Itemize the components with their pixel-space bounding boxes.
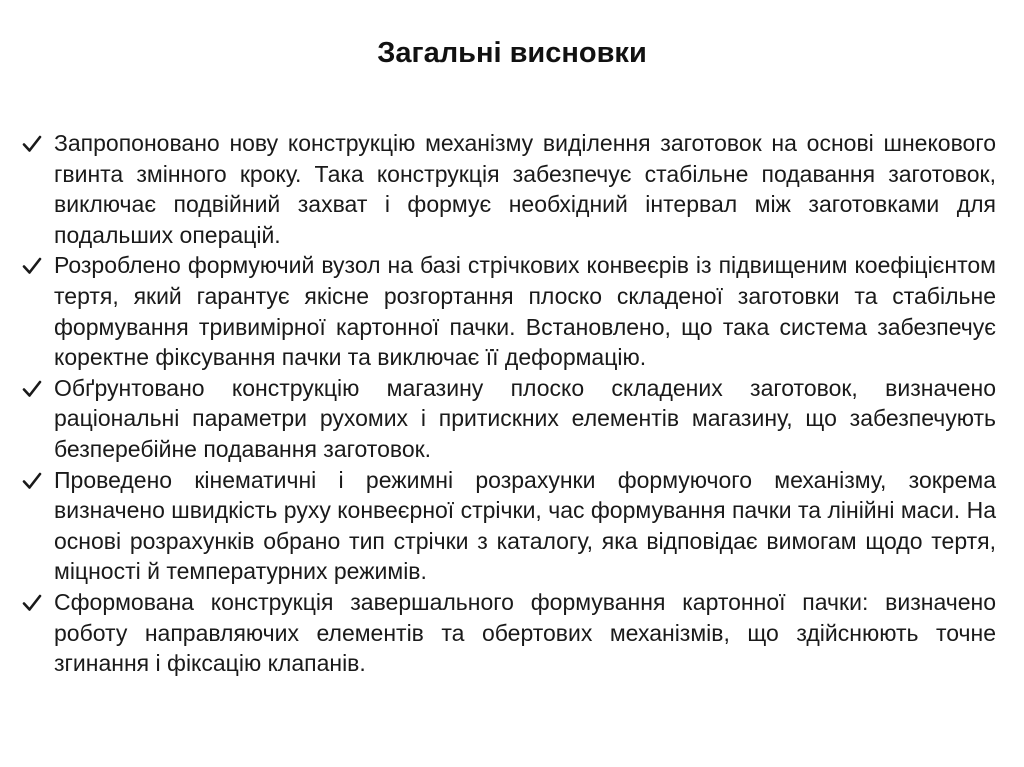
list-item <box>22 465 996 587</box>
list-item <box>22 373 996 465</box>
bullet-text: Розроблено формуючий вузол на базі стрічкових конвеєрів із підвищеним коефіцієнтом тертя, який гарантує якісне розгортання плоско складеної заготовки та стабільне формування тривимірної картонної пачки. Встановлено, що така система забезпечує коректне фіксування пачки та виключає її деформацію. <box>54 252 996 371</box>
bullet-text: Проведено кінематичні і режимні розрахунки формуючого механізму, зокрема визначено швидкість руху конвеєрної стрічки, час формування пачки та лінійні маси. На основі розрахунків обрано тип стрічки з каталогу, яка відповідає вимогам щодо тертя, міцності й температурних режимів. <box>54 466 996 585</box>
checkmark-icon <box>22 379 42 399</box>
list-item <box>22 587 996 679</box>
checkmark-icon <box>22 593 42 613</box>
bullet-text: Запропоновано нову конструкцію механізму виділення заготовок на основі шнекового гвинта змінного кроку. Така конструкція забезпечує стабільне подавання заготовок, виключає подвійний захват і формує необхідний інтервал між заготовками для подальших операцій. <box>54 130 996 248</box>
slide-title: Загальні висновки <box>377 37 647 69</box>
checkmark-icon <box>22 256 42 276</box>
checkmark-icon <box>22 134 42 154</box>
bullet-text: Обґрунтовано конструкцію магазину плоско складених заготовок, визначено раціональні параметри рухомих і притискних елементів магазину, що забезпечують безперебійне подавання заготовок. <box>54 374 996 462</box>
list-item <box>22 128 996 250</box>
checkmark-icon <box>22 471 42 491</box>
list-item <box>22 250 996 372</box>
bullet-text: Сформована конструкція завершального формування картонної пачки: визначено роботу направляючих елементів та обертових механізмів, що здійснюють точне згинання і фіксацію клапанів. <box>54 588 996 677</box>
conclusions-list <box>22 128 996 679</box>
